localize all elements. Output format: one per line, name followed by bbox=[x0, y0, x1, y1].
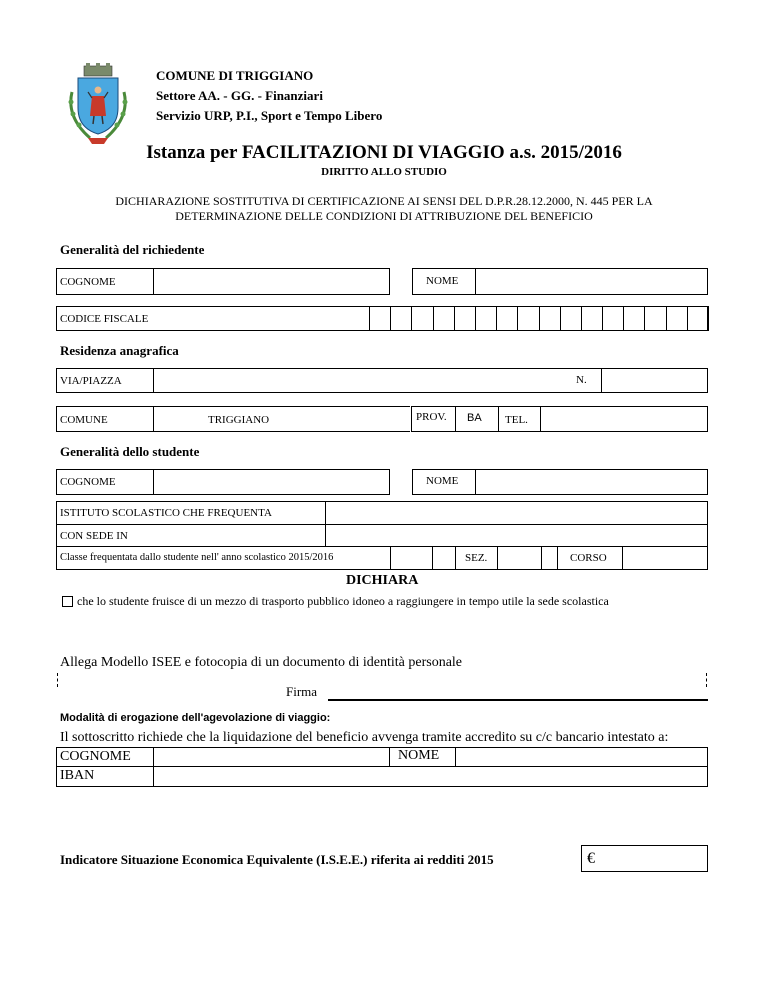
modalita-text: Il sottoscritto richiede che la liquidazione del beneficio avvenga tramite accredito su c/c bancario intestato a: bbox=[60, 730, 669, 745]
department-name: Settore AA. - GG. - Finanziari bbox=[156, 88, 323, 103]
cf-cell-divider bbox=[539, 306, 540, 331]
studente-nome-label: NOME bbox=[426, 475, 459, 487]
studente-cognome-label: COGNOME bbox=[60, 476, 116, 488]
right-margin-marker bbox=[706, 673, 707, 687]
telefono-label: TEL. bbox=[505, 414, 528, 426]
declaration-line-1: DICHIARAZIONE SOSTITUTIVA DI CERTIFICAZIONE AI SENSI DEL D.P.R.28.12.2000, N. 445 PER LA bbox=[115, 194, 653, 208]
isee-value-field[interactable] bbox=[581, 845, 708, 872]
conto-cognome-label: COGNOME bbox=[60, 749, 131, 764]
provincia-value: BA bbox=[467, 412, 482, 424]
numero-civico-label: N. bbox=[576, 374, 587, 386]
via-piazza-label: VIA/PIAZZA bbox=[60, 375, 122, 387]
istituto-label: ISTITUTO SCOLASTICO CHE FREQUENTA bbox=[60, 507, 272, 519]
firma-label: Firma bbox=[286, 684, 318, 699]
org-name: COMUNE DI TRIGGIANO bbox=[156, 68, 314, 83]
page-subtitle: DIRITTO ALLO STUDIO bbox=[321, 166, 447, 178]
cf-cell-divider bbox=[623, 306, 624, 331]
cf-cell-divider bbox=[390, 306, 391, 331]
declaration-line-2: DETERMINAZIONE DELLE CONDIZIONI DI ATTRIBUZIONE DEL BENEFICIO bbox=[175, 209, 593, 223]
comune-value: TRIGGIANO bbox=[208, 414, 270, 426]
cf-cell-divider bbox=[433, 306, 434, 331]
euro-symbol: € bbox=[587, 850, 595, 867]
left-margin-marker bbox=[57, 673, 58, 687]
cf-cell-divider bbox=[517, 306, 518, 331]
cf-cell-divider bbox=[475, 306, 476, 331]
section-heading-residenza: Residenza anagrafica bbox=[60, 343, 179, 358]
isee-label: Indicatore Situazione Economica Equivalente (I.S.E.E.) riferita ai redditi 2015 bbox=[60, 852, 494, 867]
allega-text: Allega Modello ISEE e fotocopia di un documento di identità personale bbox=[60, 655, 463, 670]
dichiara-heading: DICHIARA bbox=[346, 573, 419, 588]
modalita-heading: Modalità di erogazione dell'agevolazione di viaggio: bbox=[60, 712, 331, 724]
comune-label: COMUNE bbox=[60, 414, 108, 426]
firma-signature-line[interactable] bbox=[328, 699, 708, 701]
richiedente-nome-label: NOME bbox=[426, 275, 459, 287]
provincia-label: PROV. bbox=[416, 411, 447, 423]
sede-label: CON SEDE IN bbox=[60, 530, 128, 542]
cf-cell-divider bbox=[687, 306, 688, 331]
checkbox-text: che lo studente fruisce di un mezzo di trasporto pubblico idoneo a raggiungere in tempo utile la sede scolastica bbox=[77, 594, 609, 608]
checkbox[interactable] bbox=[62, 596, 73, 607]
cf-cell-divider bbox=[666, 306, 667, 331]
service-name: Servizio URP, P.I., Sport e Tempo Libero bbox=[156, 108, 383, 123]
cf-cell-divider bbox=[496, 306, 497, 331]
sezione-label: SEZ. bbox=[465, 552, 488, 564]
section-heading-richiedente: Generalità del richiedente bbox=[60, 242, 205, 257]
cf-cell-divider bbox=[708, 306, 709, 331]
section-heading-studente: Generalità dello studente bbox=[60, 444, 200, 459]
codice-fiscale-label: CODICE FISCALE bbox=[60, 313, 149, 325]
cf-cell-divider bbox=[602, 306, 603, 331]
cf-cell-divider bbox=[581, 306, 582, 331]
cf-cell-divider bbox=[369, 306, 370, 331]
cf-cell-divider bbox=[411, 306, 412, 331]
corso-label: CORSO bbox=[570, 552, 607, 564]
codice-fiscale-field[interactable] bbox=[56, 306, 708, 331]
conto-nome-label: NOME bbox=[398, 748, 440, 763]
iban-label: IBAN bbox=[60, 768, 95, 783]
cf-cell-divider bbox=[454, 306, 455, 331]
richiedente-cognome-label: COGNOME bbox=[60, 276, 116, 288]
page-title: Istanza per FACILITAZIONI DI VIAGGIO a.s. 2015/2016 bbox=[146, 142, 622, 163]
cf-cell-divider bbox=[644, 306, 645, 331]
coat-of-arms-logo bbox=[62, 62, 134, 148]
classe-label: Classe frequentata dallo studente nell' anno scolastico 2015/2016 bbox=[60, 552, 334, 563]
cf-cell-divider bbox=[560, 306, 561, 331]
